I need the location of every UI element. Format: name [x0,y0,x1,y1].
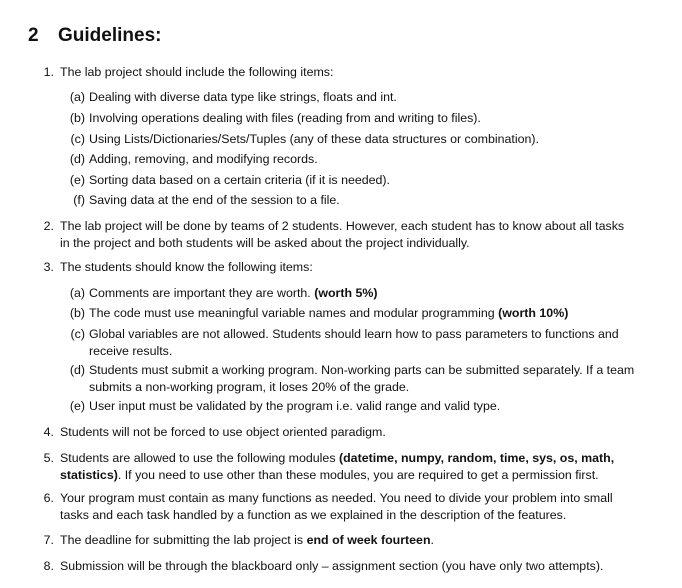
item-text: The lab project should include the following items: [60,65,334,79]
sub-item-1c [70,131,656,148]
item-text: The deadline for submitting the lab project is [60,533,304,547]
sub-item-text: Using Lists/Dictionaries/Sets/Tuples (any of these data structures or combination). [89,132,539,146]
item-text-end: . [430,533,434,547]
sub-item-text-line-1: Global variables are not allowed. Students should learn how to pass parameters to functions and [89,327,619,341]
item-number: 5. [43,451,54,465]
list-item-8 [43,558,656,575]
item-number: 4. [43,425,54,439]
sub-item-label: (c) [70,327,85,341]
item-number: 8. [43,559,54,573]
list-item-6 [43,490,656,524]
sub-item-3d [69,362,656,396]
sub-item-text-line-1: Students must submit a working program. Non-working parts can be submitted separately. If a team [89,363,635,377]
item-number: 1. [43,65,54,79]
item-text: The students should know the following items: [60,260,313,274]
sub-item-label: (c) [70,132,85,146]
section-title: Guidelines: [58,25,162,46]
sub-item-text: Saving data at the end of the session to a file. [89,193,340,207]
sub-item-3e [69,398,656,415]
sub-item-1a [69,89,656,106]
list-item-1 [43,64,656,81]
sub-item-text-line-2: receive results. [89,344,173,358]
item-text-line-1: The lab project will be done by teams of 2 students. However, each student has to know about all tasks [60,219,625,233]
sub-item-3a [69,285,656,302]
section-number: 2 [28,25,39,46]
worth-badge: (worth 5%) [314,286,378,300]
sub-item-label: (d) [69,363,85,377]
sub-item-label: (a) [69,286,85,300]
item-text: Submission will be through the blackboard only – assignment section (you have only two attempts). [60,559,604,573]
sub-item-label: (b) [69,306,85,320]
sub-item-label: (f) [73,193,85,207]
sub-item-text: The code must use meaningful variable names and modular programming [89,306,495,320]
sub-item-text: Sorting data based on a certain criteria (if it is needed). [89,173,390,187]
sub-item-1d [69,151,656,168]
sub-item-3c [70,326,656,360]
sub-item-label: (e) [69,399,85,413]
sub-item-label: (e) [69,173,85,187]
item-text: Students are allowed to use the following modules [60,451,336,465]
item-number: 3. [43,260,54,274]
sub-item-3b [69,305,656,322]
sub-item-text-line-2: submits a non-working program, it loses 20% of the grade. [89,380,410,394]
sub-item-text: Adding, removing, and modifying records. [89,152,318,166]
modules-list: (datetime, numpy, random, time, sys, os, math, [338,451,615,465]
sub-item-text: Comments are important they are worth. [89,286,311,300]
sub-item-text: Dealing with diverse data type like strings, floats and int. [89,90,397,104]
sub-item-label: (a) [69,90,85,104]
list-item-3 [43,259,656,276]
item-text: Students will not be forced to use object oriented paradigm. [60,425,386,439]
sub-item-1b [69,110,656,127]
sub-item-text: User input must be validated by the program i.e. valid range and valid type. [89,399,501,413]
item-number: 7. [43,533,54,547]
section-heading [28,24,161,48]
item-text-line-2: tasks and each task handled by a function as we explained in the description of the features. [60,508,567,522]
item-number: 6. [43,491,54,505]
item-number: 2. [43,219,54,233]
sub-item-text: Involving operations dealing with files (reading from and writing to files). [89,111,481,125]
sub-item-1f [73,192,656,209]
worth-badge: (worth 10%) [498,306,569,320]
item-text-end: . If you need to use other than these modules, you are required to get a permission first. [117,468,599,482]
item-text-line-1: Your program must contain as many functions as needed. You need to divide your problem into small [60,491,613,505]
deadline: end of week fourteen [306,533,431,547]
sub-item-label: (d) [69,152,85,166]
sub-item-label: (b) [69,111,85,125]
list-item-4 [43,424,656,441]
sub-item-1e [69,172,656,189]
list-item-2 [43,218,656,252]
list-item-5 [43,450,656,484]
modules-list-end: statistics) [60,468,118,482]
list-item-7 [43,532,656,549]
item-text-line-2: in the project and both students will be asked about the project individually. [60,236,470,250]
